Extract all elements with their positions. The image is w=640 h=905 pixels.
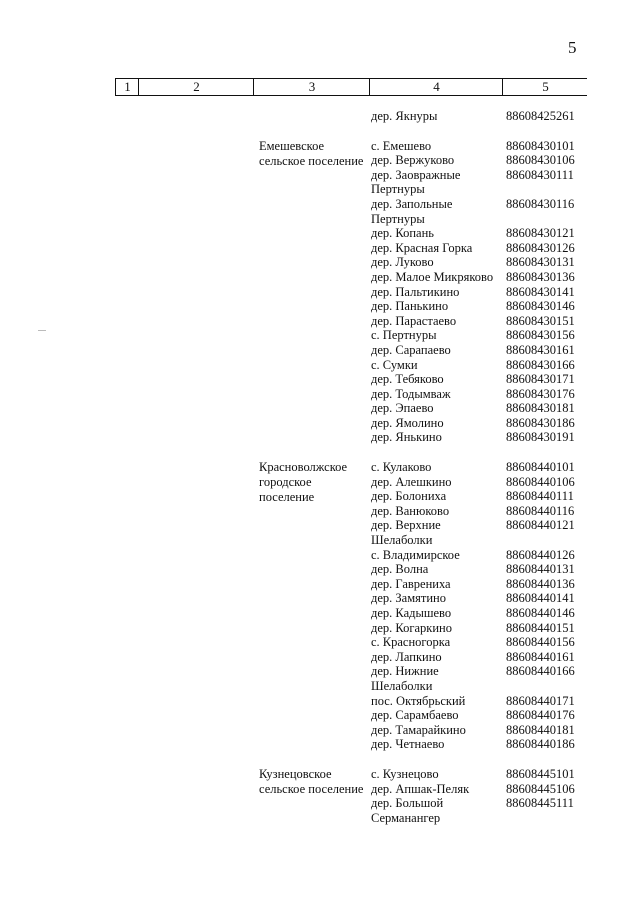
oktmo-code: 88608430181 — [506, 401, 575, 416]
table-row — [371, 621, 640, 636]
settlement-name: дер. Сарамбаево — [371, 708, 459, 723]
settlement-name: дер. Алешкино — [371, 474, 452, 489]
table-row — [371, 664, 640, 693]
table-row — [371, 168, 640, 197]
oktmo-code: 88608430161 — [506, 342, 575, 357]
oktmo-code: 88608440116 — [506, 503, 575, 518]
oktmo-code: 88608425261 — [506, 109, 575, 123]
settlement-name: дер. Заовражные Пертнуры — [371, 167, 461, 197]
table-row — [371, 694, 640, 709]
header-col-3: 3 — [253, 79, 370, 95]
table-row — [371, 737, 640, 752]
settlement-name: дер. Кадышево — [371, 606, 452, 620]
oktmo-code: 88608440186 — [506, 737, 575, 752]
settlement-list — [371, 767, 640, 825]
table-row — [371, 270, 640, 285]
oktmo-code: 88608430131 — [506, 255, 575, 270]
table-row — [371, 314, 640, 329]
table-row — [371, 285, 640, 300]
oktmo-code: 88608440131 — [506, 562, 575, 577]
oktmo-code: 88608440111 — [506, 489, 574, 504]
settlement-name: с. Пертнуры — [371, 328, 437, 343]
settlement-name: пос. Октябрьский — [371, 693, 466, 708]
table-header — [115, 78, 587, 96]
settlement-name: дер. Ямолино — [371, 415, 444, 430]
oktmo-code: 88608440156 — [506, 635, 575, 650]
oktmo-code: 88608440171 — [506, 693, 575, 708]
table-row — [371, 767, 640, 782]
table-row — [371, 723, 640, 738]
settlement-name: дер. Верхние Шелаболки — [371, 518, 441, 548]
table-row — [371, 430, 640, 445]
settlement-name: с. Кулаково — [371, 460, 432, 475]
settlement-name: дер. Вержуково — [371, 153, 455, 168]
settlement-name: дер. Когаркино — [371, 620, 452, 635]
table-row — [371, 460, 640, 475]
oktmo-code: 88608440141 — [506, 591, 575, 606]
settlement-name: с. Владимирское — [371, 547, 460, 562]
municipality-group — [0, 109, 640, 124]
table-row — [371, 372, 640, 387]
oktmo-code: 88608430176 — [506, 386, 575, 401]
table-row — [371, 226, 640, 241]
settlement-name: дер. Нижние Шелаболки — [371, 664, 439, 693]
settlement-name: дер. Замятино — [371, 591, 446, 606]
table-row — [371, 358, 640, 373]
oktmo-code: 88608440106 — [506, 474, 575, 489]
oktmo-code: 88608430106 — [506, 153, 575, 168]
settlement-name: с. Кузнецово — [371, 766, 439, 781]
oktmo-code: 88608430151 — [506, 313, 575, 328]
table-row — [371, 401, 640, 416]
table-row — [371, 782, 640, 797]
settlement-name: дер. Лапкино — [371, 649, 442, 664]
oktmo-code: 88608445106 — [506, 781, 575, 796]
oktmo-code: 88608430186 — [506, 415, 575, 430]
table-row — [371, 197, 640, 226]
settlement-name: дер. Апшак-Пеляк — [371, 781, 470, 796]
table-row — [371, 328, 640, 343]
header-col-1: 1 — [115, 79, 139, 95]
municipality-group — [0, 767, 640, 825]
table-row — [371, 708, 640, 723]
table-row — [371, 796, 640, 825]
oktmo-code: 88608440151 — [506, 620, 575, 635]
oktmo-code: 88608430166 — [506, 357, 575, 372]
oktmo-code: 88608440166 — [506, 664, 575, 679]
settlement-list — [371, 460, 640, 752]
header-col-5: 5 — [502, 79, 588, 95]
table-row — [371, 635, 640, 650]
table-row — [371, 489, 640, 504]
table-row — [371, 109, 640, 124]
settlement-name: дер. Волна — [371, 562, 429, 577]
oktmo-code: 88608440126 — [506, 547, 575, 562]
settlement-name: дер. Парастаево — [371, 313, 457, 328]
table-row — [371, 475, 640, 490]
oktmo-code: 88608445101 — [506, 766, 575, 781]
oktmo-code: 88608440101 — [506, 460, 575, 475]
settlement-list — [371, 109, 640, 124]
settlement-list — [371, 139, 640, 445]
settlement-name: дер. Запольные Пертнуры — [371, 196, 453, 226]
oktmo-code: 88608430156 — [506, 328, 575, 343]
oktmo-code: 88608430101 — [506, 138, 575, 153]
table-row — [371, 387, 640, 402]
settlement-name: дер. Малое Микряково — [371, 269, 494, 284]
oktmo-code: 88608430136 — [506, 269, 575, 284]
table-body — [0, 109, 640, 840]
table-row — [371, 241, 640, 256]
settlement-name: дер. Большой Серманангер — [371, 796, 444, 825]
oktmo-code: 88608430146 — [506, 299, 575, 314]
oktmo-code: 88608440161 — [506, 649, 575, 664]
table-row — [371, 548, 640, 563]
settlement-name: дер. Пальтикино — [371, 284, 460, 299]
table-row — [371, 518, 640, 547]
municipality-group — [0, 460, 640, 752]
table-row — [371, 343, 640, 358]
table-row — [371, 299, 640, 314]
settlement-name: дер. Панькино — [371, 299, 449, 314]
oktmo-code: 88608440136 — [506, 576, 575, 591]
settlement-name: дер. Болониха — [371, 489, 447, 504]
settlement-name: дер. Тодымваж — [371, 386, 451, 401]
table-row — [371, 606, 640, 621]
oktmo-code: 88608430141 — [506, 284, 575, 299]
oktmo-code: 88608430171 — [506, 372, 575, 387]
page-number: 5 — [568, 38, 577, 57]
settlement-name: дер. Красная Горка — [371, 240, 473, 255]
oktmo-code: 88608430111 — [506, 167, 574, 182]
oktmo-code: 88608445111 — [506, 796, 574, 811]
oktmo-code: 88608440121 — [506, 518, 575, 533]
municipality-name: Красноволжское городское поселение — [259, 460, 348, 505]
oktmo-code: 88608430191 — [506, 430, 575, 445]
table-row — [371, 577, 640, 592]
header-col-4: 4 — [369, 79, 503, 95]
settlement-name: дер. Эпаево — [371, 401, 434, 416]
settlement-name: дер. Гаврениха — [371, 576, 451, 591]
settlement-name: дер. Тамарайкино — [371, 722, 466, 737]
settlement-name: с. Емешево — [371, 138, 432, 153]
table-row — [371, 416, 640, 431]
settlement-name: дер. Янькино — [371, 430, 442, 445]
municipality-group — [0, 139, 640, 445]
municipality-name: Емешевское сельское поселение — [259, 138, 364, 168]
settlement-name: с. Красногорка — [371, 635, 451, 650]
table-row — [371, 255, 640, 270]
table-row — [371, 562, 640, 577]
table-row — [371, 153, 640, 168]
settlement-name: дер. Луково — [371, 255, 434, 270]
oktmo-code: 88608430126 — [506, 240, 575, 255]
settlement-name: дер. Сарапаево — [371, 342, 451, 357]
oktmo-code: 88608440176 — [506, 708, 575, 723]
table-row — [371, 591, 640, 606]
settlement-name: с. Сумки — [371, 357, 418, 372]
oktmo-code: 88608440146 — [506, 606, 575, 620]
table-row — [371, 504, 640, 519]
header-col-2: 2 — [138, 79, 254, 95]
settlement-name: дер. Тебяково — [371, 372, 444, 387]
oktmo-code: 88608430121 — [506, 226, 575, 241]
table-row — [371, 650, 640, 665]
oktmo-code: 88608440181 — [506, 722, 575, 737]
table-row — [371, 139, 640, 154]
settlement-name: дер. Четнаево — [371, 737, 445, 752]
oktmo-code: 88608430116 — [506, 196, 575, 211]
settlement-name: дер. Копань — [371, 226, 435, 241]
municipality-name: Кузнецовское сельское поселение — [259, 766, 364, 796]
settlement-name: дер. Ванюково — [371, 503, 450, 518]
settlement-name: дер. Якнуры — [371, 109, 438, 123]
